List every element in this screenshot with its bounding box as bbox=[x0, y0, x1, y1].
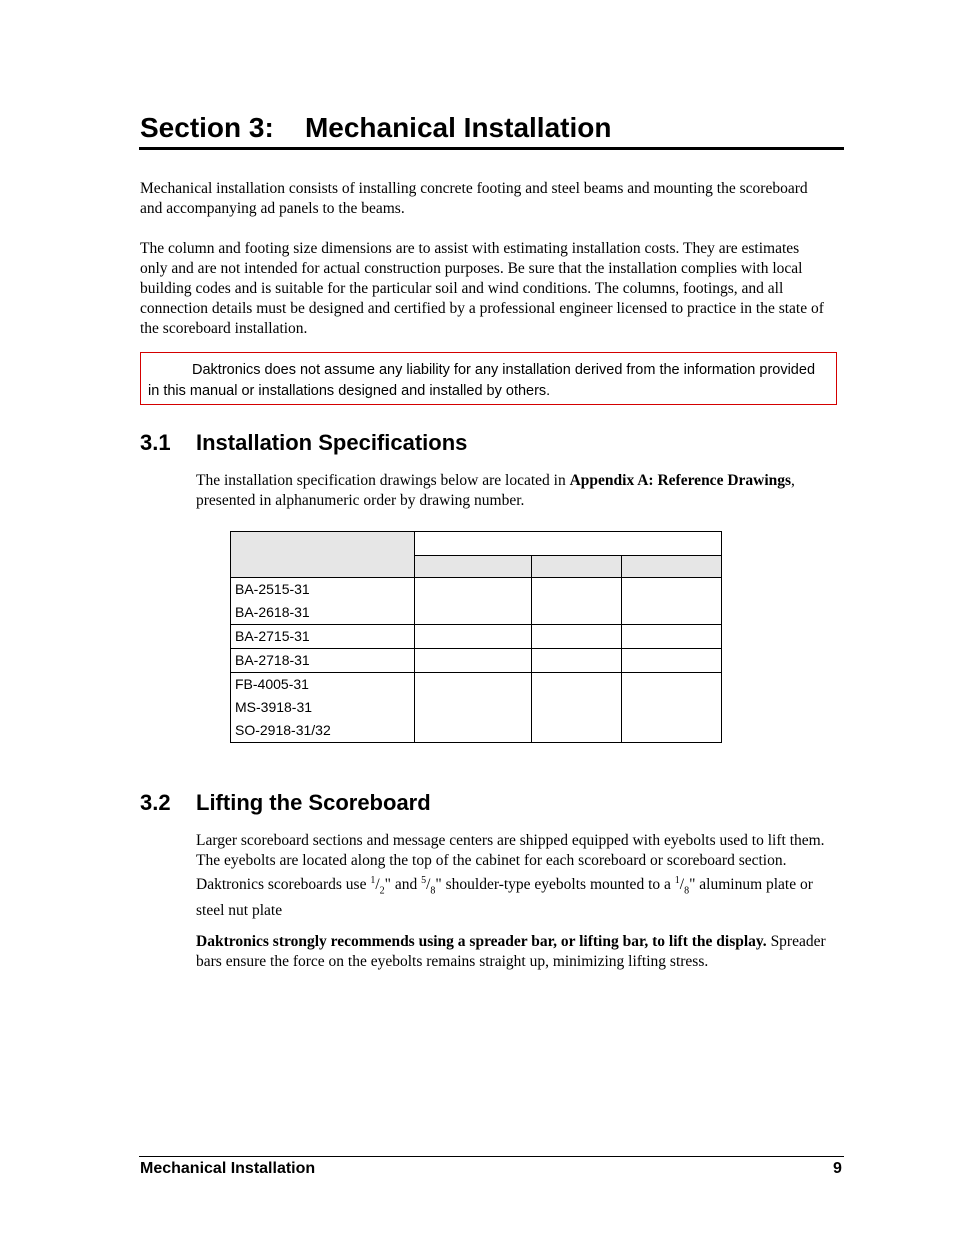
footer-title: Mechanical Installation bbox=[140, 1160, 316, 1177]
table-header-row bbox=[231, 532, 722, 556]
spreader-bar-text: Spreader bars ensure the force on the eyebolts remains straight up, minimizing lifting stress. bbox=[196, 933, 826, 970]
lifting-text-b: " and bbox=[384, 876, 422, 894]
drawing-cell bbox=[231, 625, 415, 649]
drawing-cell bbox=[231, 578, 415, 625]
header-cell bbox=[231, 532, 415, 578]
drawing-number: BA-2618-31 bbox=[235, 604, 310, 620]
subheader-cell bbox=[532, 555, 622, 578]
fraction-denominator: 8 bbox=[430, 885, 436, 897]
liability-notice-box bbox=[140, 352, 837, 405]
drawing-cell bbox=[231, 673, 415, 743]
lifting-text-a: Larger scoreboard sections and message centers are shipped equipped with eyebolts used to lift them. The eyebolts are located along the top of the cabinet for each scoreboard or scoreboard section. Daktronics scoreboards use bbox=[196, 832, 825, 894]
drawing-number: MS-3918-31 bbox=[235, 699, 313, 715]
heading-installation-specifications bbox=[140, 430, 467, 456]
footer-divider bbox=[139, 1156, 844, 1157]
fraction-numerator: 5 bbox=[421, 875, 427, 886]
table-cell bbox=[414, 673, 532, 743]
intro-paragraph-2 bbox=[140, 239, 830, 339]
heading-title: Lifting the Scoreboard bbox=[196, 790, 431, 815]
table-cell bbox=[414, 649, 532, 673]
table-row bbox=[231, 625, 722, 649]
lifting-text-c: " shoulder-type eyebolts mounted to a bbox=[435, 876, 675, 894]
table-cell bbox=[414, 578, 532, 625]
liability-notice-text: Daktronics does not assume any liability for any installation derived from the information provided in this manual or installations designed and installed by others. bbox=[148, 362, 816, 399]
table-cell bbox=[622, 649, 722, 673]
section-title: Mechanical Installation bbox=[304, 112, 612, 143]
section-divider bbox=[139, 147, 844, 150]
fraction-denominator: 8 bbox=[684, 885, 690, 897]
table-cell bbox=[622, 578, 722, 625]
drawing-number: SO-2918-31/32 bbox=[235, 722, 331, 738]
table-row bbox=[231, 578, 722, 625]
spreader-bar-recommendation: Daktronics strongly recommends using a spreader bar, or lifting bar, to lift the display. bbox=[196, 933, 767, 950]
page-number: 9 bbox=[833, 1160, 842, 1177]
section-number: Section 3: bbox=[140, 112, 274, 143]
table-cell bbox=[414, 625, 532, 649]
section-heading bbox=[140, 112, 611, 144]
spec-text-before: The installation specification drawings below are located in bbox=[196, 472, 570, 489]
lifting-paragraph-2 bbox=[196, 932, 841, 972]
table-cell bbox=[532, 649, 622, 673]
subheader-cell bbox=[622, 555, 722, 578]
heading-lifting-the-scoreboard bbox=[140, 790, 431, 816]
subheader-cell bbox=[414, 555, 532, 578]
table-cell bbox=[622, 673, 722, 743]
specifications-paragraph bbox=[196, 471, 796, 511]
table-cell bbox=[532, 673, 622, 743]
drawing-number: BA-2718-31 bbox=[235, 652, 310, 668]
heading-number: 3.2 bbox=[140, 790, 171, 815]
intro-text-1: Mechanical installation consists of installing concrete footing and steel beams and mounting the scoreboard and accompanying ad panels to the beams. bbox=[140, 180, 808, 217]
fraction-denominator: 2 bbox=[379, 885, 385, 897]
table-cell bbox=[622, 625, 722, 649]
intro-text-2: The column and footing size dimensions are to assist with estimating installation costs. They are estimates only and are not intended for actual construction purposes. Be sure that the installation complies with local building codes and is suitable for the particular soil and wind conditions. The columns, footings, and all connection details must be designed and certified by a professional engineer licensed to practice in the state of the scoreboard installation. bbox=[140, 240, 824, 337]
drawing-number: FB-4005-31 bbox=[235, 676, 309, 692]
drawing-number: BA-2515-31 bbox=[235, 581, 310, 597]
heading-number: 3.1 bbox=[140, 430, 171, 455]
spec-text-after: , presented in alphanumeric order by drawing number. bbox=[196, 472, 795, 509]
table-row bbox=[231, 673, 722, 743]
heading-title: Installation Specifications bbox=[196, 430, 468, 455]
fraction-numerator: 1 bbox=[674, 875, 680, 886]
drawings-table bbox=[230, 531, 722, 743]
table-cell bbox=[532, 625, 622, 649]
lifting-text-d: " aluminum plate or steel nut plate bbox=[196, 876, 813, 920]
drawing-number: BA-2715-31 bbox=[235, 628, 310, 644]
header-cell bbox=[414, 532, 721, 556]
table-row bbox=[231, 649, 722, 673]
drawing-cell bbox=[231, 649, 415, 673]
lifting-paragraph-1: Larger scoreboard sections and message centers are shipped equipped with eyebolts used to lift them. The eyebolts are located along the top of the cabinet for each scoreboard or scoreboard section. Daktronics scoreboards use $^1/_2$" and $^5/_8$" shoulder-type eyebolts mounted to a $^1/_8$" aluminum plate or steel nut plate bbox=[196, 832, 825, 920]
intro-paragraph-1 bbox=[140, 179, 830, 219]
appendix-reference: Appendix A: Reference Drawings bbox=[569, 472, 792, 489]
fraction-numerator: 1 bbox=[370, 875, 376, 886]
table-cell bbox=[532, 578, 622, 625]
